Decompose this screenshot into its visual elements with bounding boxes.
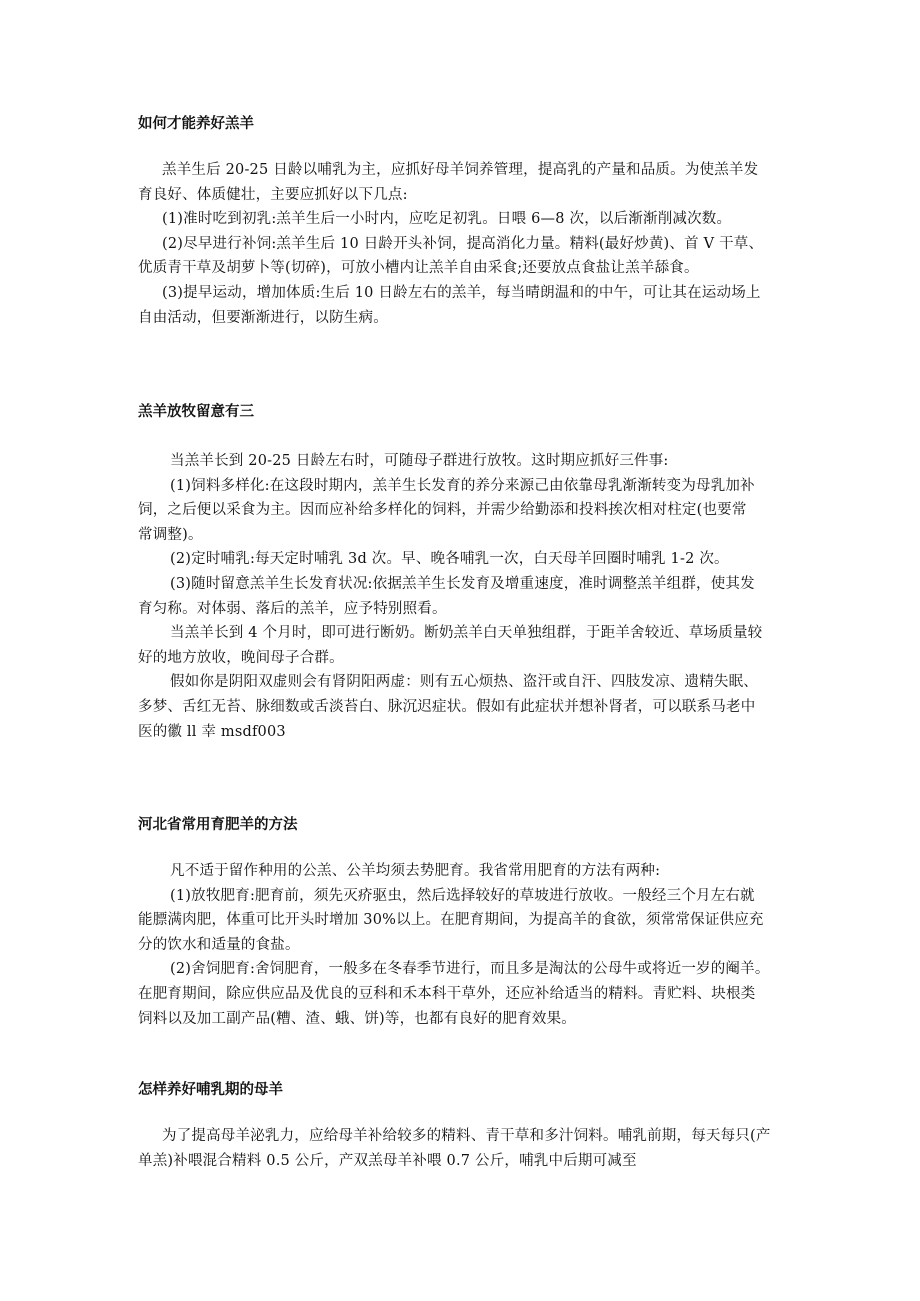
paragraph-line: (1)饲料多样化:在这段时期内，羔羊生长发育的养分来源己由依靠母乳渐渐转变为母乳加补 — [170, 477, 755, 494]
paragraph-line: 能膘满肉肥，体重可比开头时增加 30%以上。在肥育期间，为提高羊的食欲，须常常保证供应充 — [138, 912, 764, 929]
paragraph-line: 为了提高母羊泌乳力，应给母羊补给较多的精料、青干草和多汁饲料。哺乳前期，每天每只(产 — [162, 1128, 771, 1144]
paragraph-line: 饲，之后便以采食为主。因而应补给多样化的饲料，并需少给勤添和投料挨次相对柱定(也要常 — [138, 502, 747, 519]
paragraph-line: (3)提早运动，增加体质:生后 10 日龄左右的羔羊，每当晴朗温和的中午，可让其在运动场上 — [162, 284, 761, 301]
paragraph-line: 假如你是阴阳双虚则会有肾阴阳两虚：则有五心烦热、盗汗或自汗、四肢发凉、遗精失眠、 — [170, 674, 758, 691]
paragraph-line: 当羔羊长到 20-25 日龄左右时，可随母子群进行放牧。这时期应抓好三件事: — [170, 453, 669, 469]
paragraph-line: 常调整)。 — [138, 526, 203, 543]
section-body-1 — [138, 158, 788, 330]
paragraph-line: 羔羊生后 20-25 日龄以哺乳为主，应抓好母羊饲养管理，提高乳的产量和品质。为使羔羊发 — [162, 162, 759, 178]
section-body-2 — [138, 449, 788, 744]
paragraph-line: (3)随时留意羔羊生长发育状况:依据羔羊生长发育及增重速度，准时调整羔羊组群，使其发 — [170, 575, 755, 592]
section-title-4: 怎样养好哺乳期的母羊 — [138, 1082, 283, 1098]
paragraph-line: (2)定时哺乳:每天定时哺乳 3d 次。早、晚各哺乳一次，白天母羊回圈时哺乳 1-2 次。 — [170, 551, 729, 568]
paragraph-line: 优质青干草及胡萝卜等(切碎)，可放小槽内让羔羊自由采食;还要放点食盐让羔羊舔食。 — [138, 260, 699, 277]
paragraph-line: 医的徽 ll 幸 msdf003 — [138, 723, 286, 740]
paragraph-line: 在肥育期间，除应供应品及优良的豆科和禾本科干草外，还应补给适当的精料。青贮料、块根类 — [138, 985, 756, 1002]
paragraph-line: (2)舍饲肥育:舍饲肥育，一般多在冬春季节进行，而且多是淘汰的公母牛或将近一岁的阉羊。 — [170, 961, 770, 978]
paragraph-line: (2)尽早进行补饲:羔羊生后 10 日龄开头补饲，提高消化力量。精料(最好炒黄)、首 V 干草、 — [162, 235, 764, 252]
paragraph-line: 单羔)补喂混合精料 0.5 公斤，产双羔母羊补喂 0.7 公斤，哺乳中后期可减至 — [138, 1152, 637, 1169]
paragraph-line: 自由活动，但要渐渐进行，以防生病。 — [138, 309, 388, 326]
section-body-4 — [138, 1124, 788, 1173]
paragraph-line: (1)准时吃到初乳:羔羊生后一小时内，应吃足初乳。日喂 6—8 次，以后渐渐削减次数。 — [162, 211, 732, 228]
paragraph-line: 好的地方放收，晚间母子合群。 — [138, 649, 344, 666]
section-title-2: 羔羊放牧留意有三 — [138, 404, 254, 420]
paragraph-line: 饲料以及加工副产品(糟、渣、蛾、饼)等，也都有良好的肥育效果。 — [138, 1010, 577, 1027]
paragraph-line: 育良好、体质健壮，主要应抓好以下几点: — [138, 186, 408, 203]
paragraph-line: 育匀称。对体弱、落后的羔羊，应予特别照看。 — [138, 600, 447, 617]
paragraph-line: 当羔羊长到 4 个月时，即可进行断奶。断奶羔羊白天单独组群，于距羊舍较近、草场质量较 — [170, 625, 763, 642]
section-title-1: 如何才能养好羔羊 — [138, 116, 254, 132]
section-title-3: 河北省常用育肥羊的方法 — [138, 817, 298, 833]
paragraph-line: (1)放牧肥育:肥育前，须先灭疥驱虫，然后选择较好的草坡进行放收。一般经三个月左右就 — [170, 887, 755, 904]
paragraph-line: 分的饮水和适量的食盐。 — [138, 936, 300, 953]
paragraph-line: 多梦、舌红无苔、脉细数或舌淡苔白、脉沉迟症状。假如有此症状并想补肾者，可以联系马老中 — [138, 698, 756, 715]
paragraph-line: 凡不适于留作种用的公羔、公羊均须去势肥育。我省常用肥育的方法有两种: — [170, 863, 661, 879]
section-body-3 — [138, 859, 788, 1031]
